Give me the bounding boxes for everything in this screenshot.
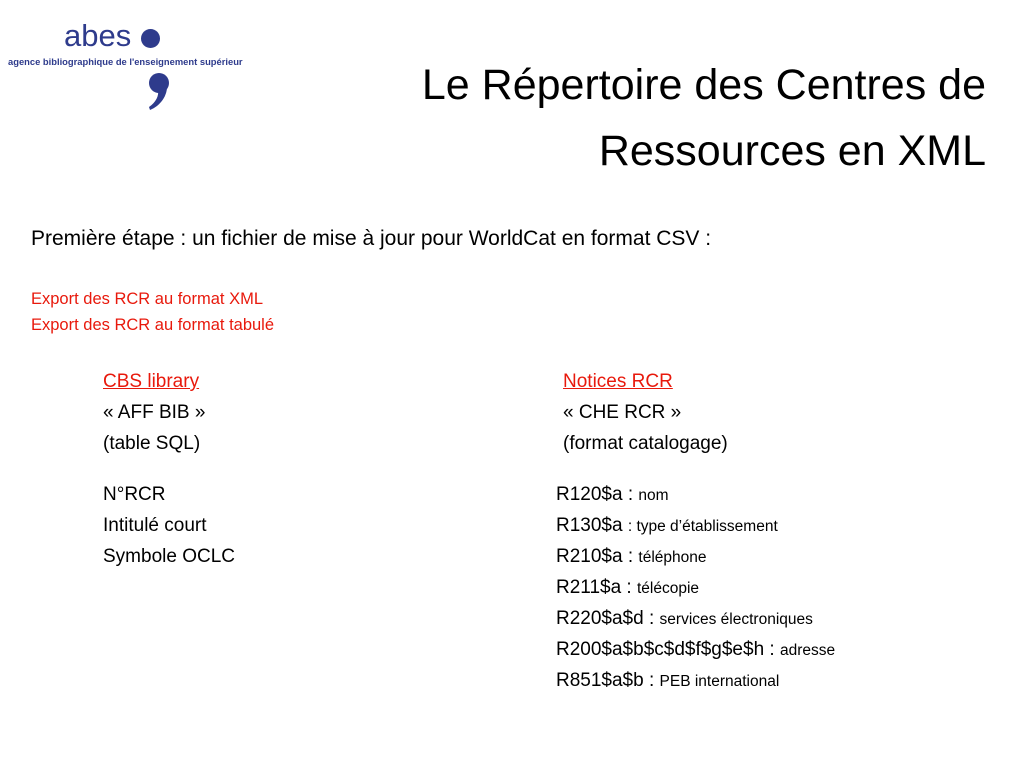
title-line-1: Le Répertoire des Centres de bbox=[421, 61, 986, 109]
slide-title bbox=[286, 52, 986, 184]
field-row bbox=[556, 479, 669, 511]
field-desc: téléphone bbox=[638, 549, 707, 566]
notices-rcr-link[interactable]: Notices RCR bbox=[563, 371, 673, 392]
export-xml-text: Export des RCR au format XML bbox=[31, 290, 263, 308]
logo-tagline: agence bibliographique de l'enseignement supérieur bbox=[8, 56, 243, 67]
field-code: R211$a : bbox=[556, 577, 637, 598]
field-code: R210$a : bbox=[556, 546, 639, 567]
field-row bbox=[556, 603, 813, 635]
right-column-header bbox=[563, 366, 728, 459]
field-desc: services électroniques bbox=[659, 611, 813, 628]
logo-dot-icon bbox=[141, 29, 160, 48]
field-desc: PEB international bbox=[659, 673, 780, 690]
title-line-2: Ressources en XML bbox=[598, 127, 986, 175]
intro-text: Première étape : un fichier de mise à jour pour WorldCat en format CSV : bbox=[31, 227, 712, 250]
right-column-subtitle: « CHE RCR » bbox=[563, 402, 682, 423]
left-column-subtitle: « AFF BIB » bbox=[103, 402, 206, 423]
field-code: R851$a$b : bbox=[556, 670, 660, 691]
list-item: Intitulé court bbox=[103, 515, 207, 536]
logo-name: abes bbox=[64, 18, 132, 53]
logo-comma-icon bbox=[146, 72, 176, 112]
field-row bbox=[556, 634, 835, 666]
field-desc: adresse bbox=[779, 642, 836, 659]
abes-logo bbox=[8, 18, 278, 113]
field-code: R130$a bbox=[556, 515, 628, 536]
field-row bbox=[556, 572, 699, 604]
list-item: Symbole OCLC bbox=[103, 546, 235, 567]
left-column-note: (table SQL) bbox=[103, 433, 201, 454]
field-code: R220$a$d : bbox=[556, 608, 660, 629]
field-row bbox=[556, 510, 778, 542]
field-row bbox=[556, 665, 779, 697]
field-code: R200$a$b$c$d$f$g$e$h : bbox=[556, 639, 780, 660]
left-column-header bbox=[103, 366, 205, 459]
field-desc: nom bbox=[638, 487, 669, 504]
field-code: R120$a : bbox=[556, 484, 639, 505]
export-tabulated-text: Export des RCR au format tabulé bbox=[31, 316, 275, 334]
field-desc: télécopie bbox=[636, 580, 700, 597]
field-row bbox=[556, 541, 707, 573]
right-column-note: (format catalogage) bbox=[563, 433, 728, 454]
left-field-list bbox=[103, 479, 235, 572]
list-item: N°RCR bbox=[103, 484, 166, 505]
field-desc: : type d’établissement bbox=[627, 518, 778, 535]
cbs-library-link[interactable]: CBS library bbox=[103, 371, 200, 392]
